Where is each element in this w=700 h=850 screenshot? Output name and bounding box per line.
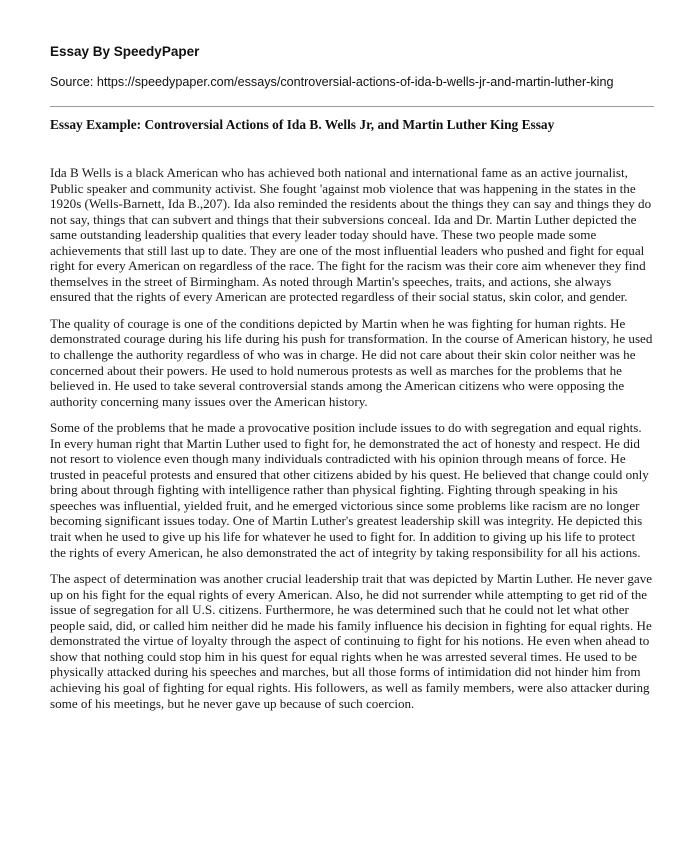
document-header-title: Essay By SpeedyPaper [50,44,200,59]
header-divider [50,106,654,107]
essay-paragraph-2: The quality of courage is one of the conditions depicted by Martin when he was fighting for human rights. He demonstrated courage during his life during his push for transformation. In the course of American history, he used to challenge the authority regardless of who was in charge. He did not care about their skin color neither was he concerned about their powers. He used to hold numerous protests as well as marches for the problems that he believed in. He used to take several controversial stands among the American citizens who were opposing the authority concerning many issues over the American history. [50,315,653,409]
essay-paragraph-1: Ida B Wells is a black American who has achieved both national and international fame as an active journalist, Public speaker and community activist. She fought 'against mob violence that was happening in the states in the 1920s (Wells-Barnett, Ida B.,207). Ida also reminded the residents about the things they can say and things they do not say, things that can subvert and things that their subversions conceal. Ida and Dr. Martin Luther depicted the same outstanding leadership qualities that every leader today should have. These two people made some achievements that still last up to date. They are one of the most influential leaders who pushed and fight for equal right for every American on regardless of the race. The fight for the racism was their core aim whenever they find themselves in the street of Birmingham. As noted through Martin's speeches, traits, and actions, she always ensured that the rights of every American are protected regardless of their social status, skin color, and gender. [50,165,652,305]
essay-paragraph-4: The aspect of determination was another crucial leadership trait that was depicted by Martin Luther. He never gave up on his fight for the equal rights of every American. Also, he did not surrender while attempting to get rid of the issue of segregation for all U.S. citizens. Furthermore, he was determined such that he could not let what other people said, did, or called him neither did he made his family influence his decision in fighting for equal rights. He demonstrated the virtue of loyalty through the aspect of continuing to fight for his notions. He even when ahead to show that nothing could stop him in his quest for equal rights when he was arrested several times. He used to be physically attacked during his speeches and marches, but all those forms of intimidation did not hinder him from achieving his goal of fighting for equal rights. His followers, as well as family members, were also attacker during some of his meetings, but he never gave up because of such coercion. [50,571,653,711]
source-url: https://speedypaper.com/essays/controversial-actions-of-ida-b-wells-jr-and-martin-luther-king [96,75,614,89]
source-line [50,74,654,90]
essay-body [50,165,654,711]
document-page [50,44,654,722]
essay-title: Essay Example: Controversial Actions of Ida B. Wells Jr, and Martin Luther King Essay [50,117,555,132]
source-label: Source: [50,75,97,89]
essay-paragraph-3: Some of the problems that he made a provocative position include issues to do with segregation and equal rights. In every human right that Martin Luther used to fight for, he demonstrated the act of honesty and respect. He did not resort to violence even though many individuals contradicted with his opinion through means of force. He trusted in peaceful protests and ensured that other citizens abided by his quest. He believed that change could only bring about through fighting with intelligence rather than physical fighting. Fighting through speaking in his speeches was influential, yielded fruit, and he emerged victorious since some problems like racism are no longer becoming significant issues today. One of Martin Luther's greatest leadership skill was integrity. He depicted this trait when he used to give up his life for whatever he used to fight for. In addition to giving up his life to protect the rights of every American, he also demonstrated the act of integrity by taking responsibility for all his actions. [50,420,649,560]
